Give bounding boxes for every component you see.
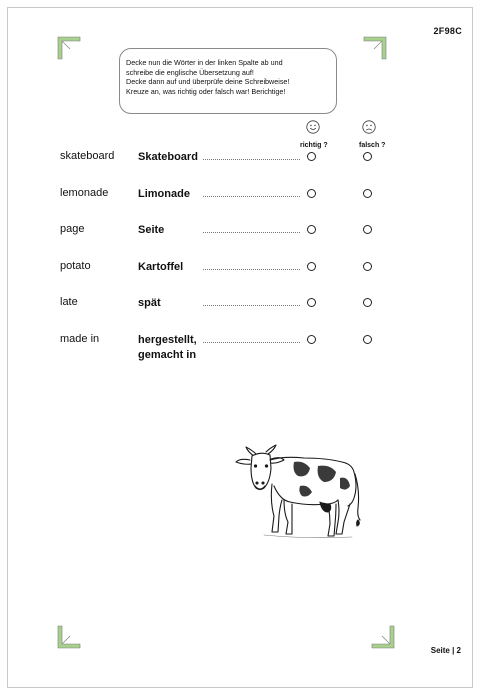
- vocab-row: [8, 333, 472, 373]
- german-word: Limonade: [138, 188, 190, 200]
- wrong-radio[interactable]: [363, 225, 372, 234]
- wrong-radio[interactable]: [363, 298, 372, 307]
- document-code: 2F98C: [433, 26, 462, 36]
- instruction-line: schreibe die englische Übersetzung auf!: [126, 67, 254, 77]
- worksheet-page: [7, 7, 473, 688]
- vocab-row: [8, 223, 472, 263]
- answer-line[interactable]: [203, 269, 300, 270]
- answer-line[interactable]: [203, 342, 300, 343]
- correct-radio[interactable]: [307, 298, 316, 307]
- column-label-correct: richtig ?: [300, 142, 328, 149]
- german-word: spät: [138, 297, 161, 309]
- instruction-line: Decke nun die Wörter in der linken Spalte ab und: [126, 58, 283, 67]
- corner-mark-bottom-left-icon: [56, 624, 82, 650]
- sad-face-icon: [362, 120, 376, 134]
- corner-mark-bottom-right-icon: [370, 624, 396, 650]
- vocab-row: [8, 296, 472, 336]
- vocab-row: [8, 260, 472, 300]
- german-word: Kartoffel: [138, 261, 184, 273]
- wrong-radio[interactable]: [363, 335, 372, 344]
- page-number: Seite | 2: [430, 646, 461, 655]
- wrong-radio[interactable]: [363, 262, 372, 271]
- correct-radio[interactable]: [307, 262, 316, 271]
- corner-mark-top-right-icon: [362, 35, 388, 61]
- column-label-wrong: falsch ?: [359, 142, 386, 149]
- answer-line[interactable]: [203, 232, 300, 233]
- instruction-box: [119, 48, 337, 114]
- vocab-row: [8, 187, 472, 227]
- wrong-radio[interactable]: [363, 152, 372, 161]
- german-word-line: gemacht in: [138, 349, 197, 361]
- english-word: made in: [60, 333, 100, 345]
- happy-face-icon: [306, 120, 320, 134]
- answer-line[interactable]: [203, 196, 300, 197]
- answer-line[interactable]: [203, 305, 300, 306]
- correct-radio[interactable]: [307, 189, 316, 198]
- german-word: Skateboard: [138, 151, 198, 163]
- german-word: Seite: [138, 224, 165, 236]
- english-word: page: [60, 223, 85, 235]
- correct-radio[interactable]: [307, 152, 316, 161]
- answer-line[interactable]: [203, 159, 300, 160]
- english-word: late: [60, 296, 78, 308]
- english-word: potato: [60, 260, 91, 272]
- wrong-radio[interactable]: [363, 189, 372, 198]
- instruction-line: Kreuze an, was richtig oder falsch war! Berichtige!: [126, 86, 286, 96]
- cow-icon: [234, 442, 362, 540]
- corner-mark-top-left-icon: [56, 35, 82, 61]
- correct-radio[interactable]: [307, 335, 316, 344]
- english-word: skateboard: [60, 150, 115, 162]
- vocab-row: [8, 150, 472, 190]
- english-word: lemonade: [60, 187, 109, 199]
- instruction-line: Decke dann auf und überprüfe deine Schreibweise!: [126, 77, 290, 87]
- correct-radio[interactable]: [307, 225, 316, 234]
- german-word-line: hergestellt,: [138, 334, 197, 346]
- german-word: [138, 333, 197, 363]
